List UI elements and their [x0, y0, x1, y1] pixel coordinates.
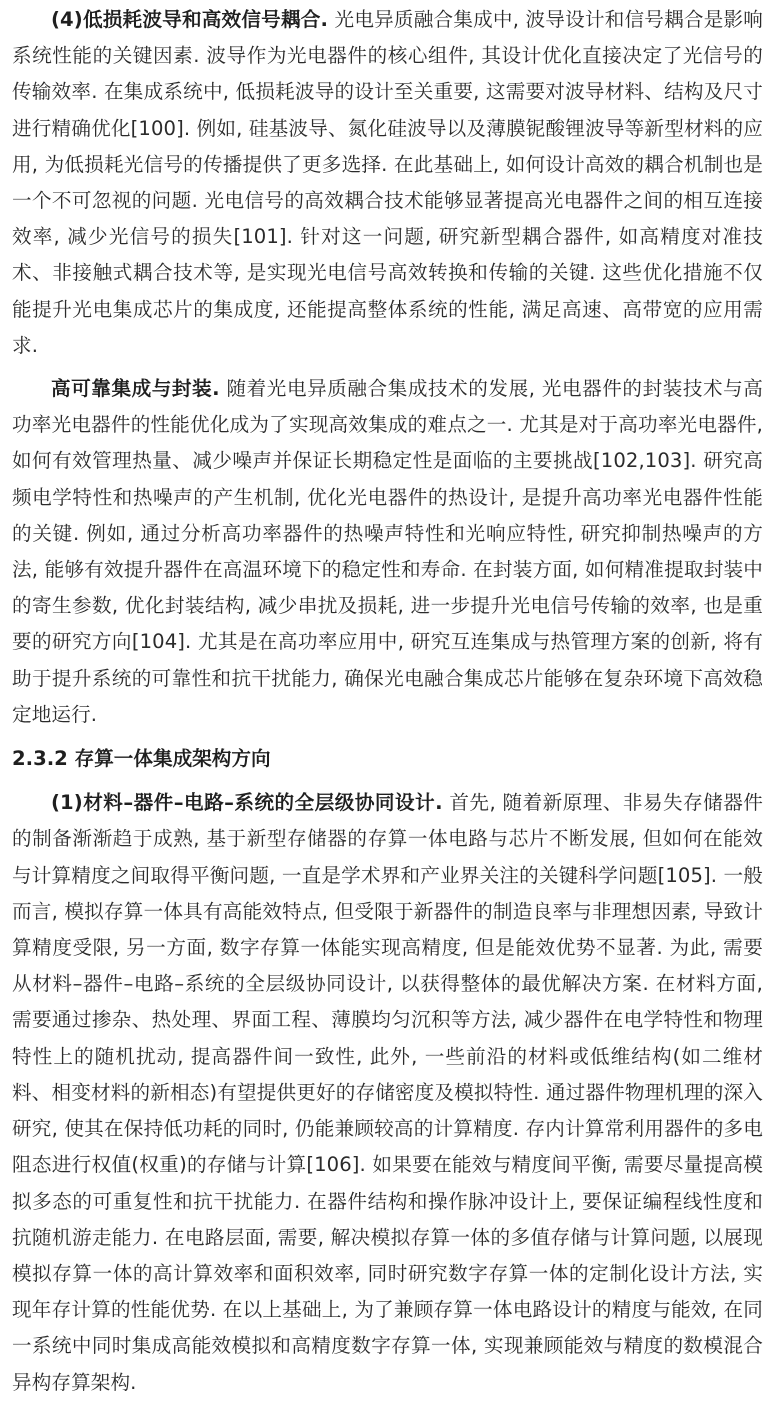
paragraph-lead: (1)材料–器件–电路–系统的全层级协同设计. — [51, 791, 443, 815]
paragraph-cross-layer-design — [12, 785, 763, 1400]
paragraph-body: 随着光电异质融合集成技术的发展, 光电器件的封装技术与高功率光电器件的性能优化成为了实现高效集成的难点之一. 尤其是对于高功率光电器件, 如何有效管理热量、减少噪声并保证长期稳定性是面临的主要挑战[102,103]. 研究高频电学特性和热噪声的产生机制, 优化光电器件的热设计, 是提升高功率光电器件性能的关键. 例如, 通过分析高功率器件的热噪声特性和光响应特性, 研究抑制热噪声的方法, 能够有效提升器件在高温环境下的稳定性和寿命. 在封装方面, 如何精准提取封装中的寄生参数, 优化封装结构, 减少串扰及损耗, 进一步提升光电信号传输的效率, 也是重要的研究方向[104]. 尤其是在高功率应用中, 研究互连集成与热管理方案的创新, 将有助于提升系统的可靠性和抗干扰能力, 确保光电融合集成芯片能够在复杂环境下高效稳定地运行. — [12, 377, 764, 726]
paragraph-waveguide-coupling — [12, 2, 763, 364]
paragraph-lead: (4)低损耗波导和高效信号耦合. — [51, 8, 329, 31]
paragraph-lead: 高可靠集成与封装. — [51, 377, 220, 401]
paragraph-reliable-packaging — [12, 371, 763, 733]
paragraph-body: 首先, 随着新原理、非易失存储器件的制备渐渐趋于成熟, 基于新型存储器的存算一体电路与芯片不断发展, 但如何在能效与计算精度之间取得平衡问题, 一直是学术界和产业界关注的关键科学问题[105]. 一般而言, 模拟存算一体具有高能效特点, 但受限于新器件的制造良率与非理想因素, 导致计算精度受限, 另一方面, 数字存算一体能实现高精度, 但是能效优势不显著. 为此, 需要从材料–器件–电路–系统的全层级协同设计, 以获得整体的最优解决方案. 在材料方面, 需要通过掺杂、热处理、界面工程、薄膜均匀沉积等方法, 减少器件在电学特性和物理特性上的随机扰动, 提高器件间一致性, 此外, 一些前沿的材料或低维结构(如二维材料、相变材料的新相态)有望提供更好的存储密度及模拟特性. 通过器件物理机理的深入研究, 使其在保持低功耗的同时, 仍能兼顾较高的计算精度. 存内计算常利用器件的多电阻态进行权值(权重)的存储与计算[106]. 如果要在能效与精度间平衡, 需要尽量提高模拟多态的可重复性和抗干扰能力. 在器件结构和操作脉冲设计上, 要保证编程线性度和抗随机游走能力. 在电路层面, 需要, 解决模拟存算一体的多值存储与计算问题, 以展现模拟存算一体的高计算效率和面积效率, 同时研究数字存算一体的定制化设计方法, 实现年存计算的性能优势. 在以上基础上, 为了兼顾存算一体电路设计的精度与能效, 在同一系统中同时集成高能效模拟和高精度数字存算一体, 实现兼顾能效与精度的数模混合异构存算架构. — [12, 791, 763, 1394]
paragraph-body: 光电异质融合集成中, 波导设计和信号耦合是影响系统性能的关键因素. 波导作为光电器件的核心组件, 其设计优化直接决定了光信号的传输效率. 在集成系统中, 低损耗波导的设计至关重要, 这需要对波导材料、结构及尺寸进行精确优化[100]. 例如, 硅基波导、氮化硅波导以及薄膜铌酸锂波导等新型材料的应用, 为低损耗光信号的传播提供了更多选择. 在此基础上, 如何设计高效的耦合机制也是一个不可忽视的问题. 光电信号的高效耦合技术能够显著提高光电器件之间的相互连接效率, 减少光信号的损失[101]. 针对这一问题, 研究新型耦合器件, 如高精度对准技术、非接触式耦合技术等, 是实现光电信号高效转换和传输的关键. 这些优化措施不仅能提升光电集成芯片的集成度, 还能提高整体系统的性能, 满足高速、高带宽的应用需求. — [12, 8, 763, 357]
section-heading: 2.3.2 存算一体集成架构方向 — [12, 747, 271, 771]
